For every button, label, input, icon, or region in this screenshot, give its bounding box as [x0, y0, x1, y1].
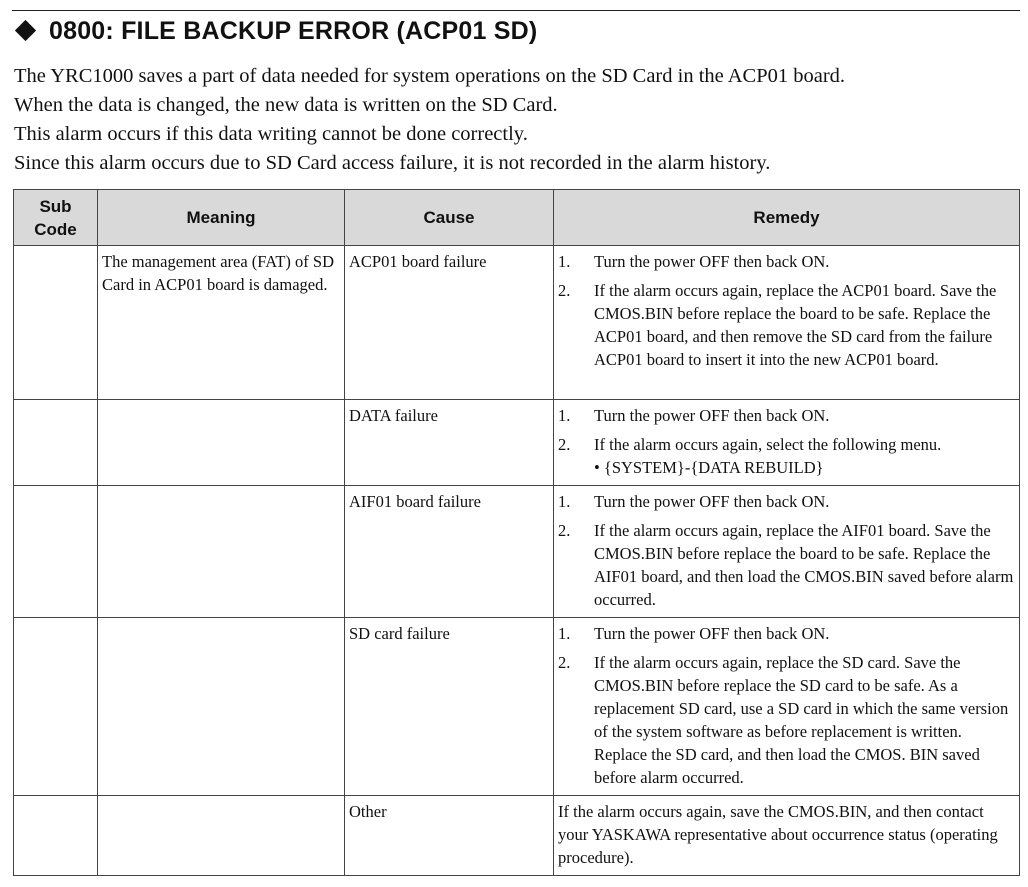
intro-line: When the data is changed, the new data is written on the SD Card. [14, 94, 558, 116]
remedy-step: 1. Turn the power OFF then back ON. [558, 492, 830, 511]
intro-line: Since this alarm occurs due to SD Card access failure, it is not recorded in the alarm history. [14, 152, 771, 174]
intro-line: This alarm occurs if this data writing cannot be done correctly. [14, 123, 528, 145]
meaning-cell [98, 796, 345, 876]
sub-code-cell [14, 246, 98, 400]
remedy-cell [554, 246, 1020, 400]
remedy-step: 2. If the alarm occurs again, replace the ACP01 board. Save the CMOS.BIN before replace the board to be safe. Replace the ACP01 board, and then remove the SD card from the failure ACP01 board to insert it into the new ACP01 board. [558, 281, 997, 369]
table-row [14, 618, 1020, 796]
cause-cell: Other [345, 796, 554, 876]
remedy-cell [554, 486, 1020, 618]
diamond-bullet-icon [15, 20, 36, 41]
header-sub-code: Sub Code [14, 190, 98, 246]
sub-code-cell [14, 400, 98, 486]
meaning-cell: The management area (FAT) of SD Card in ACP01 board is damaged. [98, 246, 345, 400]
header-cause: Cause [345, 190, 554, 246]
remedy-step: 1. Turn the power OFF then back ON. [558, 252, 830, 271]
intro-line: The YRC1000 saves a part of data needed for system operations on the SD Card in the ACP01 board. [14, 65, 846, 87]
remedy-steps [558, 250, 1015, 371]
cause-cell: ACP01 board failure [345, 246, 554, 400]
remedy-cell: If the alarm occurs again, save the CMOS.BIN, and then contact your YASKAWA representative about occurrence status (operating procedure). [554, 796, 1020, 876]
remedy-steps [558, 622, 1015, 789]
meaning-cell [98, 400, 345, 486]
header-remedy: Remedy [554, 190, 1020, 246]
remedy-step: 2. If the alarm occurs again, select the following menu. • {SYSTEM}-{DATA REBUILD} [558, 433, 1015, 479]
meaning-cell [98, 618, 345, 796]
table-row [14, 246, 1020, 400]
table-header-row [14, 190, 1020, 246]
remedy-cell [554, 400, 1020, 486]
intro-text [14, 62, 1019, 178]
remedy-step: 2. If the alarm occurs again, replace the AIF01 board. Save the CMOS.BIN before replace the board to be safe. Replace the AIF01 board, and then load the CMOS.BIN saved before alarm occurred. [558, 521, 1014, 609]
top-rule [12, 10, 1020, 11]
table-row [14, 486, 1020, 618]
cause-cell: AIF01 board failure [345, 486, 554, 618]
cause-cell: SD card failure [345, 618, 554, 796]
header-meaning: Meaning [98, 190, 345, 246]
table-row [14, 796, 1020, 876]
alarm-title: 0800: FILE BACKUP ERROR (ACP01 SD) [49, 17, 538, 45]
remedy-cell [554, 618, 1020, 796]
cause-cell: DATA failure [345, 400, 554, 486]
remedy-steps [558, 490, 1015, 611]
remedy-step: 1. Turn the power OFF then back ON. [558, 624, 830, 643]
alarm-table [13, 189, 1020, 876]
sub-code-cell [14, 618, 98, 796]
table-row [14, 400, 1020, 486]
remedy-step: 1. Turn the power OFF then back ON. [558, 406, 830, 425]
sub-code-cell [14, 796, 98, 876]
menu-path: • {SYSTEM}-{DATA REBUILD} [594, 458, 824, 477]
remedy-step: 2. If the alarm occurs again, replace the SD card. Save the CMOS.BIN before replace the SD card to be safe. As a replacement SD card, use a SD card in which the same version of the system software as before replacement is written. Replace the SD card, and then load the CMOS. BIN saved before alarm occurred. [558, 653, 1009, 787]
sub-code-cell [14, 486, 98, 618]
remedy-steps [558, 404, 1015, 479]
section-heading [14, 17, 537, 46]
meaning-cell [98, 486, 345, 618]
